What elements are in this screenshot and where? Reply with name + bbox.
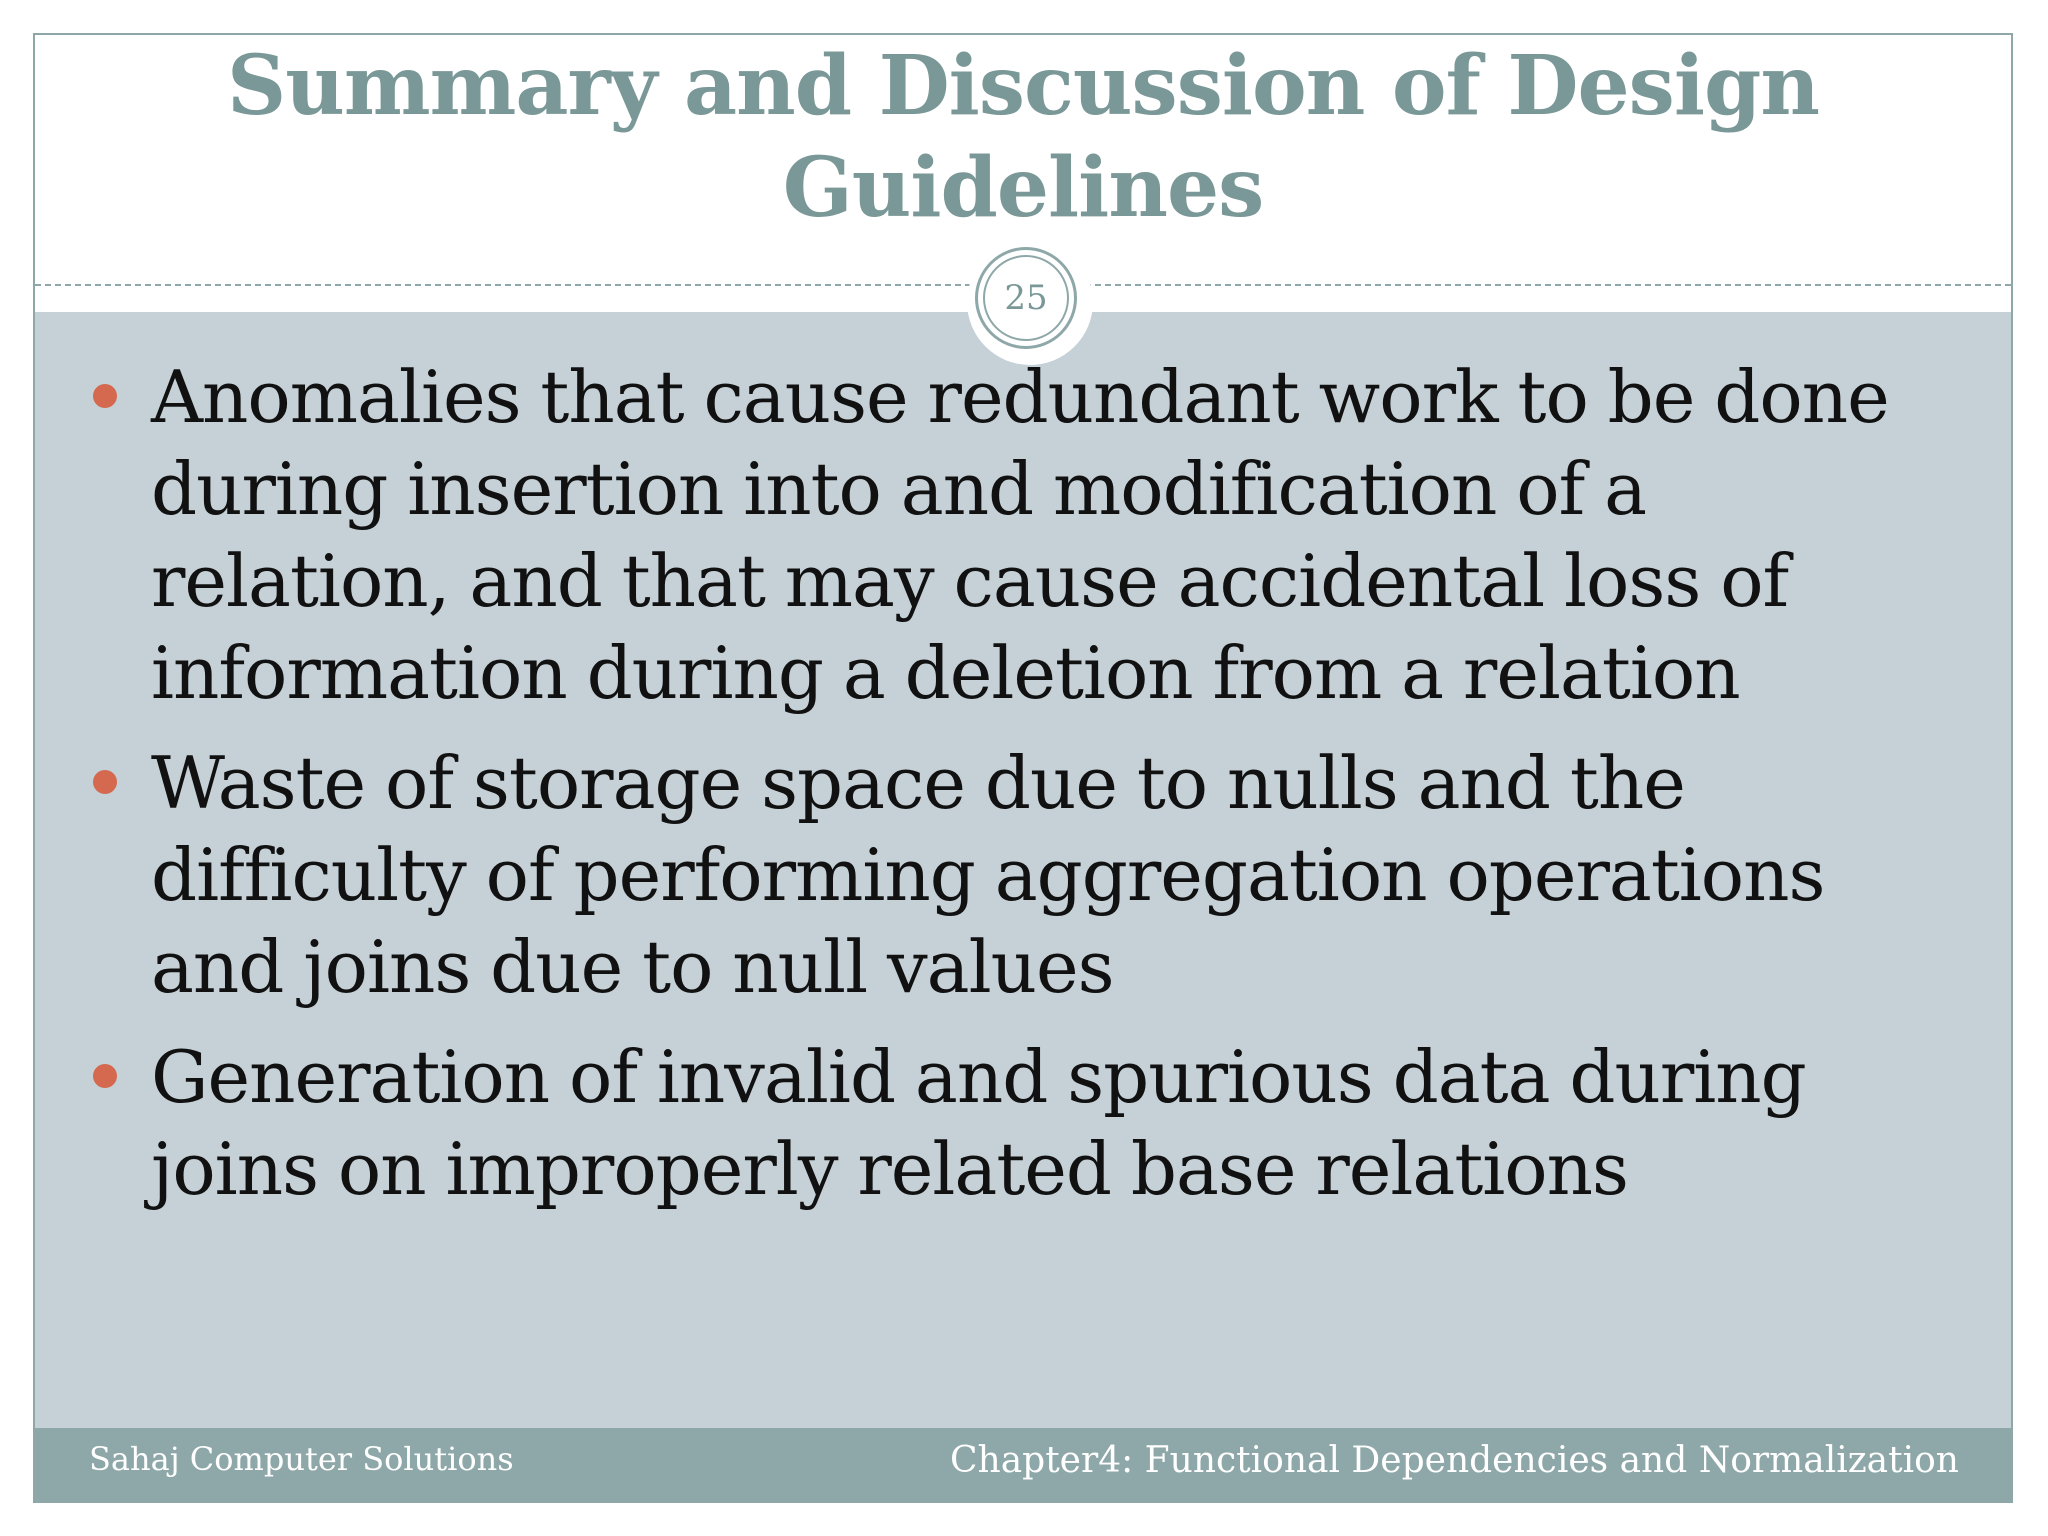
bullet-dot-icon (93, 770, 117, 794)
bullet-text: Generation of invalid and spurious data during joins on improperly related base relations (151, 1035, 1806, 1211)
footer-bar (35, 1428, 2011, 1501)
bullet-item (35, 737, 2011, 1013)
page-number: 25 (983, 255, 1069, 341)
slide-title: Summary and Discussion of Design Guidelines (227, 38, 1819, 236)
bullet-item (35, 1031, 2011, 1215)
bullet-dot-icon (93, 384, 117, 408)
page-number-badge (975, 247, 1077, 349)
bullet-text: Anomalies that cause redundant work to be done during insertion into and modification of a relation, and that may cause accidental loss of information during a deletion from a relation (151, 355, 1889, 715)
footer-chapter: Chapter4: Functional Dependencies and Normalization (949, 1440, 1959, 1481)
footer-organization: Sahaj Computer Solutions (89, 1440, 514, 1478)
bullet-dot-icon (93, 1064, 117, 1088)
bullet-list (35, 351, 2011, 1233)
bullet-item (35, 351, 2011, 719)
slide (33, 33, 2013, 1503)
bullet-text: Waste of storage space due to nulls and the difficulty of performing aggregation operations and joins due to null values (151, 741, 1825, 1009)
